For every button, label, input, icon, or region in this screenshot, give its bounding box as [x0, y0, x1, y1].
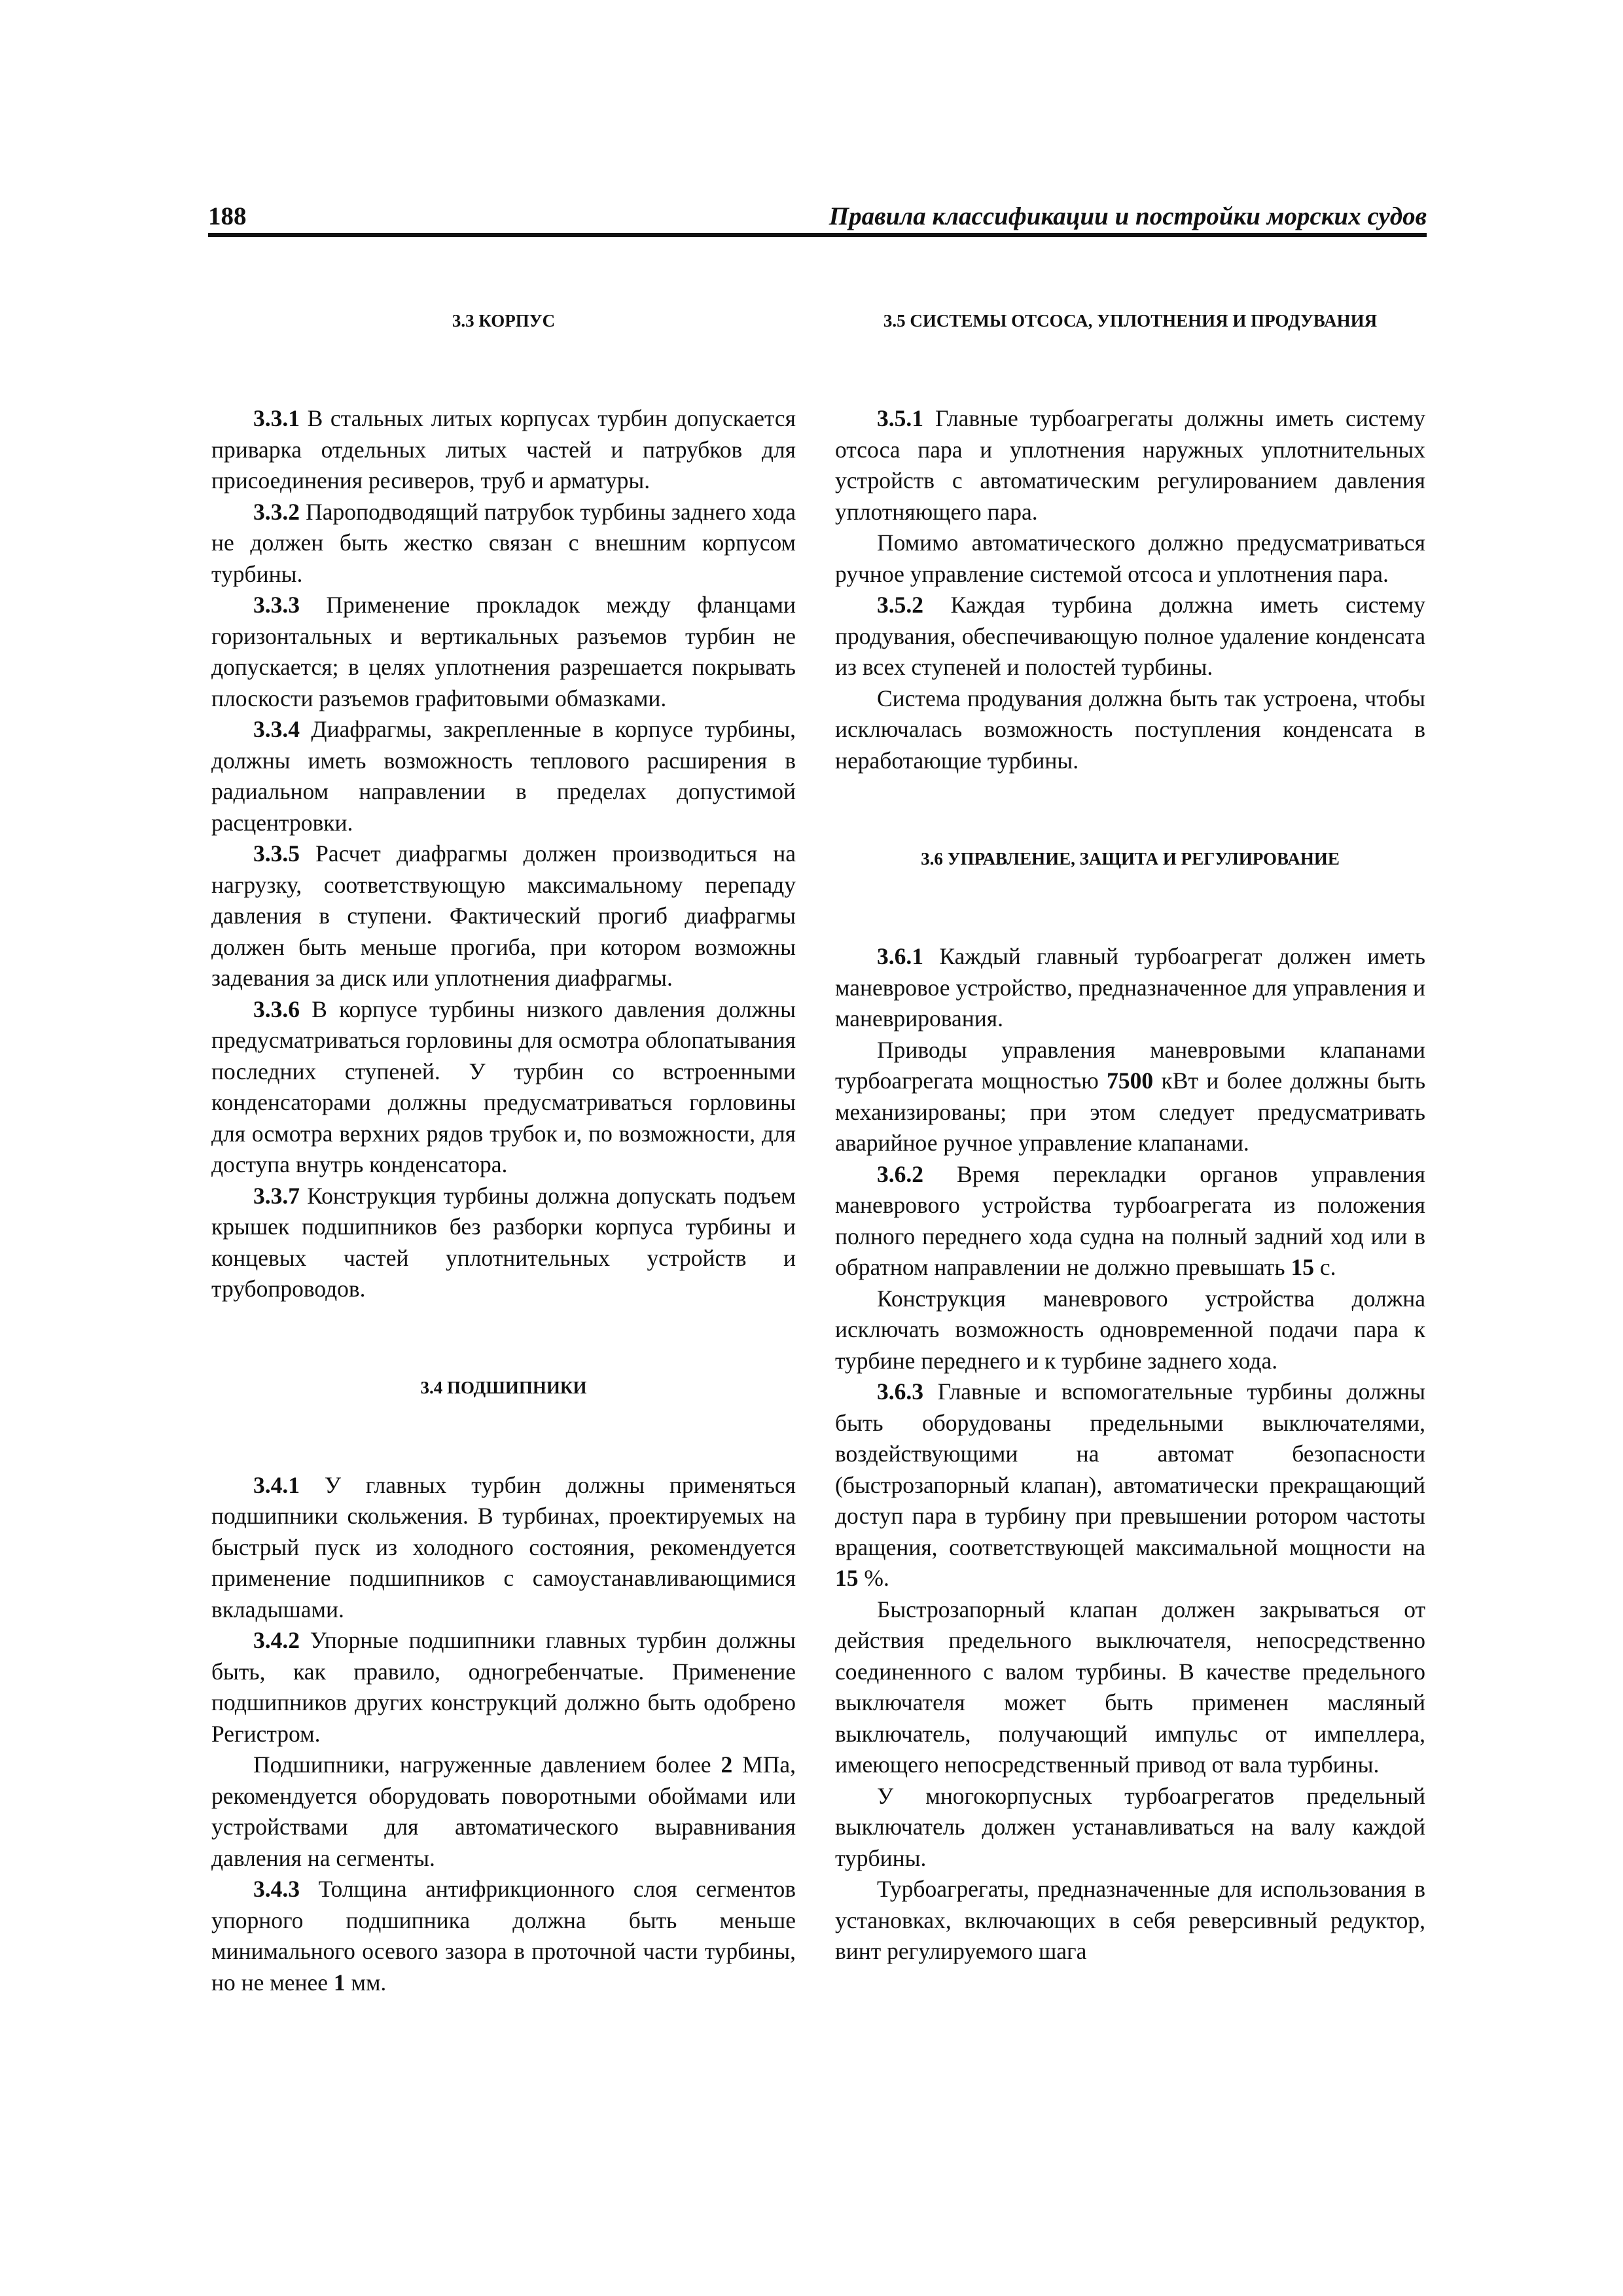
section-heading-3-6: 3.6 УПРАВЛЕНИЕ, ЗАЩИТА И РЕГУЛИРОВАНИЕ [921, 849, 1340, 869]
clause-number: 3.4.3 [253, 1876, 300, 1902]
paragraph-text: Подшипники, нагруженные давлением более [253, 1751, 711, 1778]
header-rule [208, 233, 1427, 237]
paragraph-text: Диафрагмы, закрепленные в корпусе турбины, должны иметь возможность теплового расширения в радиальном направлении в пределах допустимой расцентровки. [211, 716, 796, 836]
clause-number: 3.5.1 [877, 405, 923, 431]
paragraph-3-3-6 [211, 994, 796, 1181]
paragraph-text: Упорные подшипники главных турбин должны быть, как правило, одногребенчатые. Применение подшипников других конструкций должно быть одобрено Регистром. [211, 1627, 796, 1747]
paragraph-3-6-1 [835, 941, 1425, 1035]
paragraph-3-4-1 [211, 1470, 796, 1626]
paragraph-text: Конструкция маневрового устройства должна исключать возможность одновременной подачи пара к турбине переднего и к турбине заднего хода. [835, 1285, 1425, 1374]
paragraph-text: Быстрозапорный клапан должен закрываться от действия предельного выключателя, непосредственно соединенного с валом турбины. В качестве предельного выключателя может быть применен масляный выключатель, получающий импульс от импеллера, имеющего непосредственный привод от вала турбины. [835, 1596, 1425, 1778]
clause-number: 3.4.2 [253, 1627, 300, 1653]
paragraph-3-6-2 [835, 1159, 1425, 1283]
clause-number: 3.4.1 [253, 1471, 300, 1498]
paragraph-3-3-2 [211, 497, 796, 590]
section-heading-3-4: 3.4 ПОДШИПНИКИ [420, 1377, 587, 1397]
clause-number: 3.6.1 [877, 943, 923, 969]
paragraph-text: Каждая турбина должна иметь систему продувания, обеспечивающую полное удаление конденсата из всех ступеней и полостей турбины. [835, 592, 1425, 680]
clearance-value: 1 [333, 1969, 346, 1996]
section-heading-3-5: 3.5 СИСТЕМЫ ОТСОСА, УПЛОТНЕНИЯ И ПРОДУВАНИЯ [883, 311, 1378, 331]
paragraph-3-3-3 [211, 590, 796, 714]
paragraph-text: Время перекладки органов управления маневрового устройства турбоагрегата из положения полного переднего хода судна на полный задний ход или в обратном направлении не должно превышать [835, 1160, 1425, 1280]
page-header [208, 200, 1427, 233]
clause-number: 3.3.4 [253, 716, 300, 742]
power-value: 7500 [1107, 1067, 1154, 1094]
paragraph-reversing-gear [835, 1874, 1425, 1967]
clause-number: 3.3.3 [253, 592, 300, 618]
paragraph-3-3-7 [211, 1181, 796, 1305]
paragraph-text: мм. [351, 1969, 387, 1996]
paragraph-text: Главные турбоагрегаты должны иметь систему отсоса пара и уплотнения наружных уплотнительных устройств с автоматическим регулированием давления уплотняющего пара. [835, 405, 1425, 525]
paragraph-3-6-3 [835, 1376, 1425, 1594]
paragraph-text: Толщина антифрикционного слоя сегментов упорного подшипника должна быть меньше минимального осевого зазора в проточной части турбины, но не менее [211, 1876, 796, 1996]
paragraph-text: МПа, рекомендуется оборудовать поворотными обоймами или устройствами для автоматического выравнивания давления на сегменты. [211, 1751, 796, 1871]
clause-number: 3.3.6 [253, 996, 300, 1022]
clause-number: 3.5.2 [877, 592, 923, 618]
paragraph-text: Расчет диафрагмы должен производиться на нагрузку, соответствующую максимальному перепаду давления в ступени. Фактический прогиб диафрагмы должен быть меньше прогиба, при котором возможны задевания за диск или уплотнения диафрагмы. [211, 840, 796, 991]
paragraph-purge-system [835, 683, 1425, 777]
paragraph-valve-drives [835, 1035, 1425, 1159]
pressure-value: 2 [721, 1751, 733, 1778]
paragraph-3-3-4 [211, 714, 796, 838]
clause-number: 3.3.5 [253, 840, 300, 867]
paragraph-text: Главные и вспомогательные турбины должны быть оборудованы предельными выключателями, воздействующими на автомат безопасности (быстрозапорный клапан), автоматически прекращающий доступ пара в турбину при превышении ротором частоты вращения, соответствующей максимальной мощности на [835, 1378, 1425, 1560]
paragraph-3-5-2 [835, 590, 1425, 683]
paragraph-text: Конструкция турбины должна допускать подъем крышек подшипников без разборки корпуса турбины и концевых частей уплотнительных устройств и трубопроводов. [211, 1182, 796, 1302]
paragraph-3-3-5 [211, 838, 796, 994]
paragraph-3-4-2 [211, 1625, 796, 1749]
paragraph-text: В корпусе турбины низкого давления должны предусматриваться горловины для осмотра облопатывания последних ступеней. У турбин со встроенными конденсаторами должны предусматриваться горловины для осмотра верхних рядов трубок и, по возможности, для доступа внутрь конденсатора. [211, 996, 796, 1177]
paragraph-text: Помимо автоматического должно предусматриваться ручное управление системой отсоса и уплотнения пара. [835, 529, 1425, 587]
paragraph-text: кВт и более должны быть механизированы; при этом следует предусматривать аварийное ручное управление клапанами. [835, 1067, 1426, 1156]
time-value: 15 [1291, 1254, 1314, 1280]
section-heading-3-3: 3.3 КОРПУС [452, 311, 556, 331]
paragraph-text: Приводы управления маневровыми клапанами турбоагрегата мощностью [835, 1036, 1425, 1094]
paragraph-text: с. [1319, 1254, 1336, 1280]
paragraph-maneuvering-design [835, 1283, 1425, 1377]
right-column [835, 308, 1425, 1967]
paragraph-text: В стальных литых корпусах турбин допускается приварка отдельных литых частей и патрубков для присоединения ресиверов, труб и арматуры. [211, 405, 796, 493]
paragraph-text: %. [864, 1565, 889, 1591]
paragraph-text: У главных турбин должны применяться подшипники скольжения. В турбинах, проектируемых на быстрый пуск из холодного состояния, рекомендуется применение подшипников с самоустанавливающимися вкладышами. [211, 1471, 796, 1623]
clause-number: 3.6.3 [877, 1378, 923, 1405]
running-title: Правила классификации и постройки морских судов [829, 202, 1427, 230]
overspeed-value: 15 [835, 1565, 859, 1591]
clause-number: 3.6.2 [877, 1160, 923, 1187]
paragraph-text: Применение прокладок между фланцами горизонтальных и вертикальных разъемов турбин не допускается; в целях уплотнения разрешается покрывать плоскости разъемов графитовыми обмазками. [211, 592, 796, 711]
clause-number: 3.3.1 [253, 405, 300, 431]
paragraph-multi-casing [835, 1781, 1425, 1874]
paragraph-stop-valve [835, 1594, 1425, 1781]
paragraph-text: У многокорпусных турбоагрегатов предельный выключатель должен устанавливаться на валу каждой турбины. [835, 1782, 1425, 1871]
paragraph-manual-control [835, 528, 1425, 590]
paragraph-3-4-3 [211, 1874, 796, 1998]
paragraph-bearings-pressure [211, 1749, 796, 1874]
paragraph-text: Система продувания должна быть так устроена, чтобы исключалась возможность поступления конденсата в неработающие турбины. [835, 685, 1425, 774]
paragraph-text: Каждый главный турбоагрегат должен иметь маневровое устройство, предназначенное для управления и маневрирования. [835, 943, 1425, 1031]
paragraph-3-3-1 [211, 403, 796, 497]
paragraph-text: Турбоагрегаты, предназначенные для использования в установках, включающих в себя реверсивный редуктор, винт регулируемого шага [835, 1876, 1425, 1964]
left-column [211, 308, 796, 1998]
clause-number: 3.3.7 [253, 1182, 300, 1209]
clause-number: 3.3.2 [253, 498, 300, 525]
page-number: 188 [208, 202, 247, 230]
paragraph-text: Пароподводящий патрубок турбины заднего хода не должен быть жестко связан с внешним корпусом турбины. [211, 498, 796, 587]
paragraph-3-5-1 [835, 403, 1425, 528]
